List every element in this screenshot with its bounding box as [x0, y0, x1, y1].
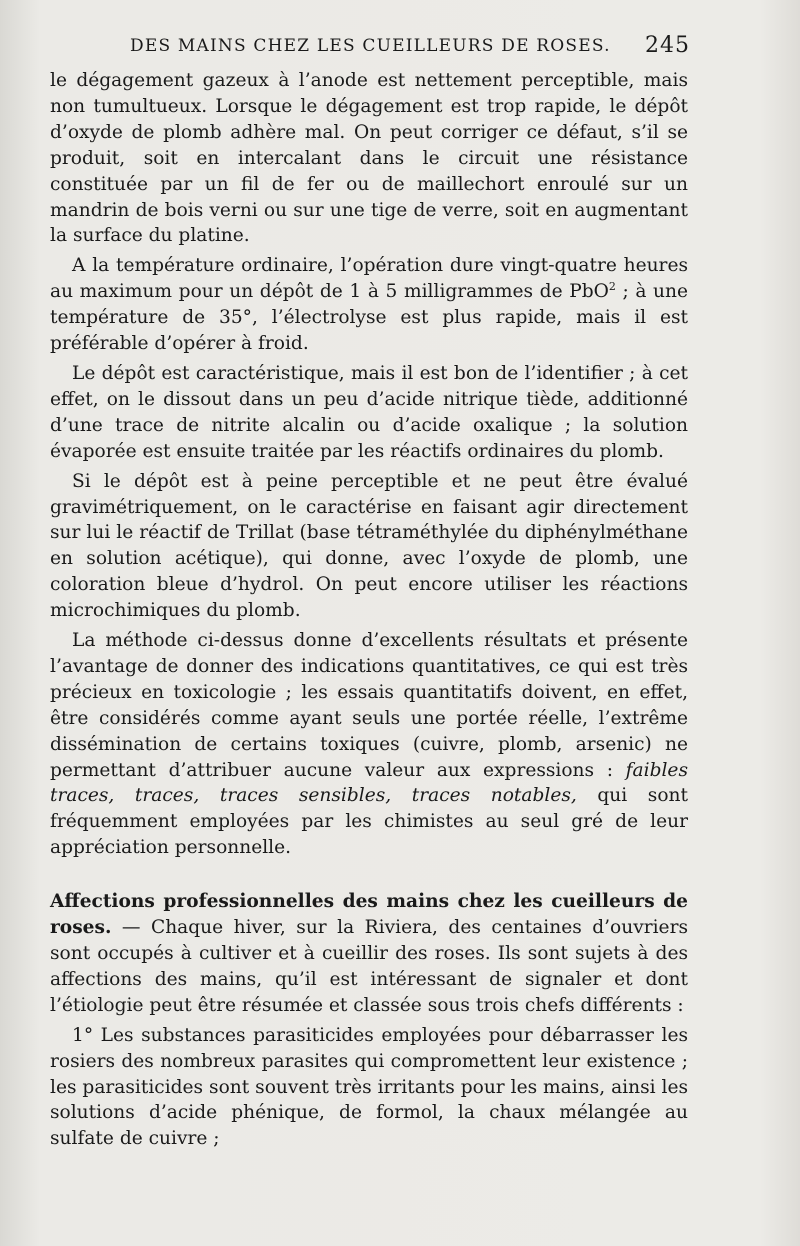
method-text: La méthode ci-dessus donne d’excellents résultats et présente l’avantage de donner des indications quantitatives, ce qui est très précieux en toxicologie ; les essais quantitatifs doivent, en effet, être considérés comme ayant seuls une portée réelle, l’extrême dissémination de certains toxiques (cuivre, plomb, arsenic) ne permettant d’attribuer aucune valeur aux expressions : — [50, 630, 688, 781]
paragraph-method — [50, 628, 688, 861]
paragraph-identification: Le dépôt est caractéristique, mais il est bon de l’identifier ; à cet effet, on le dissout dans un peu d’acide nitrique tiède, additionné d’une trace de nitrite alcalin ou d’acide oxalique ; la solution évaporée est ensuite traitée par les réactifs ordinaires du plomb. — [50, 362, 688, 462]
list-item-1: 1° Les substances parasiticides employées pour débarrasser les rosiers des nombreux parasites qui compromettent leur existence ; les parasiticides sont souvent très irritants pour les mains, ainsi les solutions d’acide phénique, de formol, la chaux mélangée au sulfate de cuivre ; — [50, 1024, 688, 1150]
italic-traces: traces, — [134, 785, 200, 807]
section-paragraph — [50, 889, 688, 1019]
paragraph-temperature — [50, 253, 688, 357]
section-title: Affections professionnelles des mains chez les cueilleurs de roses. — [50, 891, 688, 939]
paragraph-temperature-part1: A la température ordinaire, l’opération dure vingt-quatre heures au maximum pour un dépôt de 1 à 5 milligrammes de PbO — [50, 255, 688, 303]
body-text — [50, 68, 688, 1152]
italic-traces-notables: traces notables, — [411, 785, 577, 807]
paragraph-continued: le dégagement gazeux à l’anode est nettement perceptible, mais non tumultueux. Lorsque le dégagement est trop rapide, le dépôt d’oxyde de plomb adhère mal. On peut corriger ce défaut, s’il se produit, soit en intercalant dans le circuit une résistance constituée par un fil de fer ou de maillechort enroulé sur un mandrin de bois verni ou sur une tige de verre, soit en augmentant la surface du platine. — [50, 70, 688, 247]
italic-traces-sensibles: traces sensibles, — [219, 785, 392, 807]
paragraph-temperature-part2: ; à une température de 35°, l’électrolyse est plus rapide, mais il est préférable d’opérer à froid. — [50, 281, 688, 355]
method-after-italics: qui sont fréquemment employées — [50, 785, 688, 833]
section-text: Chaque hiver, sur la Riviera, des centaines d’ouvriers sont occupés à cultiver et à cueillir des roses. Ils sont sujets à des affections des mains, qu’il est intéressant de signaler et dont l’étiologie peut être résumée et classée sous trois chefs différents : — [50, 917, 688, 1016]
italic-faibles-traces: faibles traces, — [50, 759, 688, 807]
superscript-2: 2 — [608, 280, 616, 294]
running-head-title: DES MAINS CHEZ LES CUEILLEURS DE ROSES. — [130, 36, 611, 56]
method-end: par les chimistes au seul gré de leur appréciation personnelle. — [50, 811, 688, 859]
paragraph-trillat-reagent: Si le dépôt est à peine perceptible et ne peut être évalué gravimétriquement, on le caractérise en faisant agir directement sur lui le réactif de Trillat (base tétraméthylée du diphénylméthane en solution acétique), qui donne, avec l’oxyde de plomb, une coloration bleue d’hydrol. On peut encore utiliser les réactions microchimiques du plomb. — [50, 470, 688, 622]
section-dash: — — [111, 917, 151, 939]
page-number: 245 — [645, 33, 690, 58]
running-head — [130, 33, 690, 58]
